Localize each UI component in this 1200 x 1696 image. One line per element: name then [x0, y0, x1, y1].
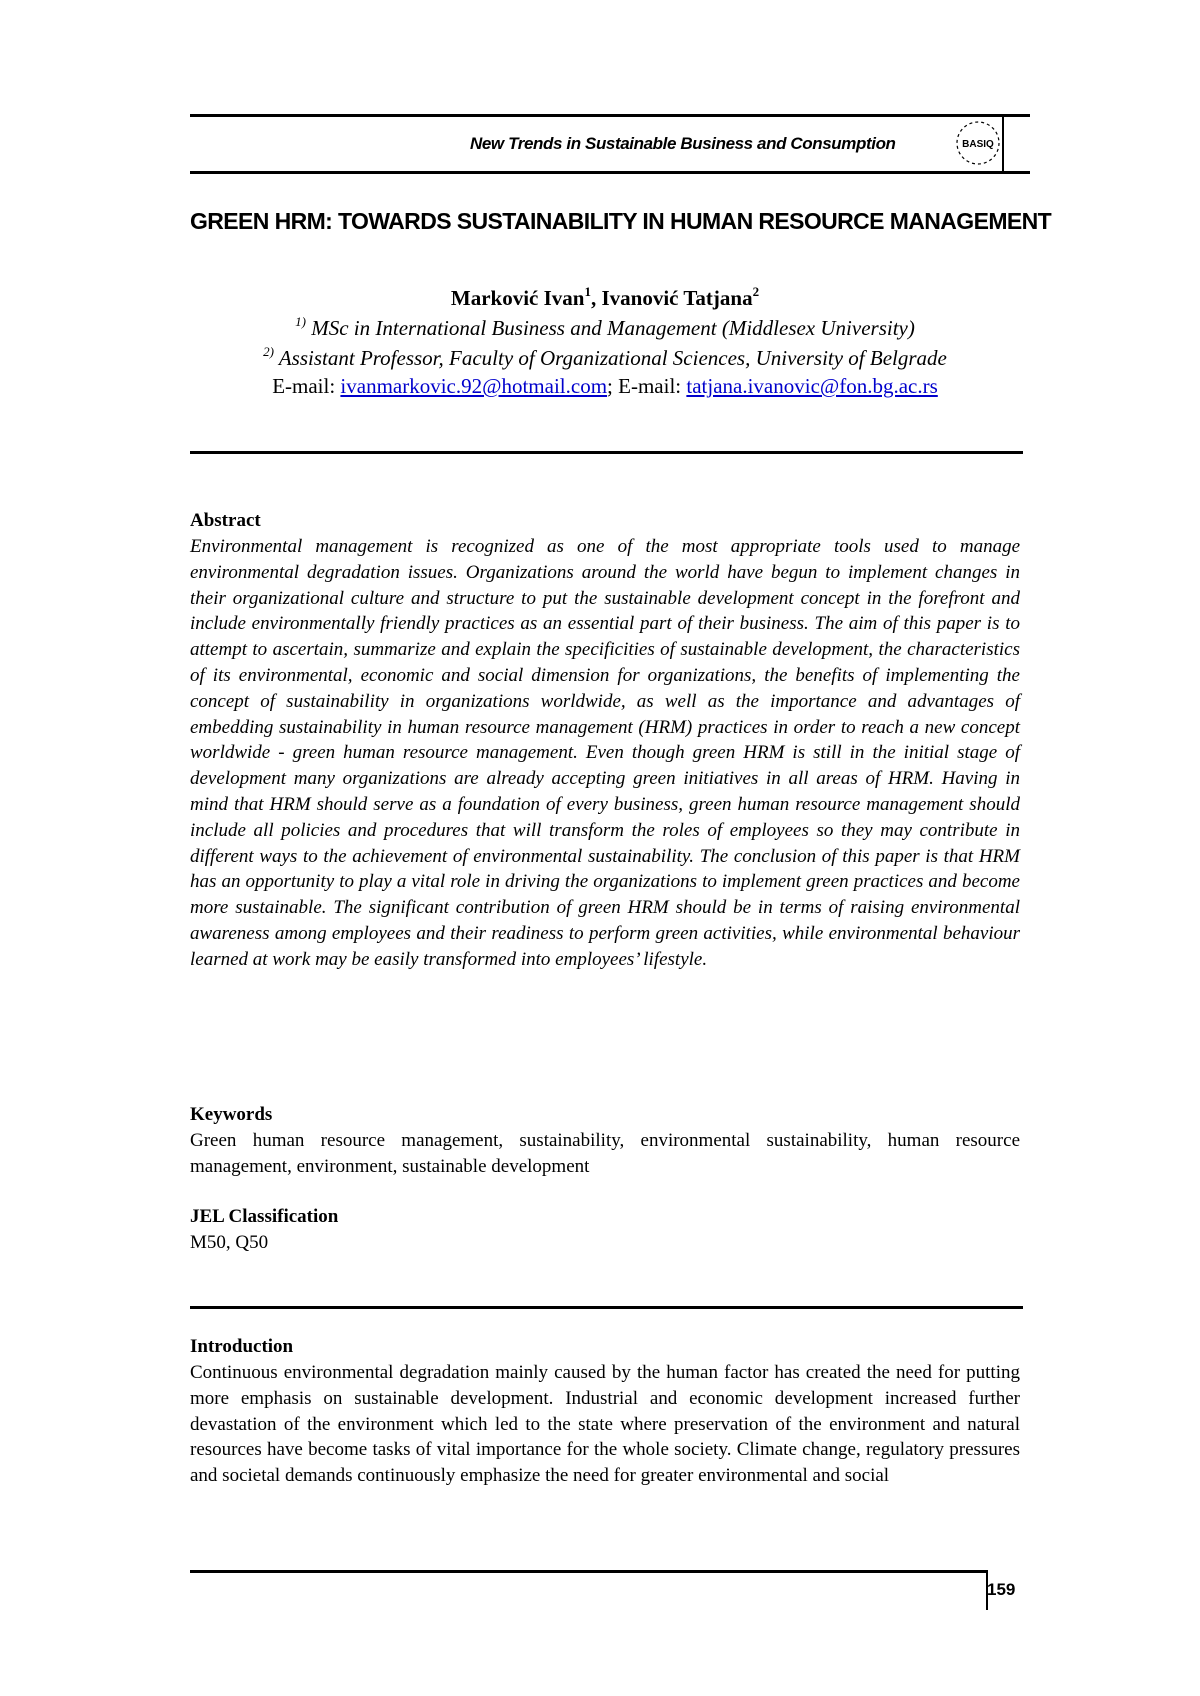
title-block-rule [190, 451, 1023, 454]
abstract-text: Environmental management is recognized as one of the most appropriate tools used to manage environmental degradation issues. Organizations around the world have begun to implement changes in their organizational culture and structure to put the sustainable development concept in the forefront and include environmentally friendly practices as an essential part of their business. The aim of this paper is to attempt to ascertain, summarize and explain the specificities of sustainable development, the characteristics of its environmental, economic and social dimension for organizations, the benefits of implementing the concept of sustainability in organizations worldwide, as well as the importance and advantages of embedding sustainability in human resource management (HRM) practices in order to reach a new concept worldwide - green human resource management. Even though green HRM is still in the initial stage of development many organizations are already accepting green initiatives in all areas of HRM. Having in mind that HRM should serve as a foundation of every business, green human resource management should include all policies and procedures that will transform the roles of employees so they may contribute in different ways to the achievement of environmental sustainability. The conclusion of this paper is that HRM has an opportunity to play a vital role in driving the organizations to implement green practices and become more sustainable. The significant contribution of green HRM should be in terms of raising environmental awareness among employees and their readiness to perform green activities, while environmental behaviour learned at work may be easily transformed into employees’ lifestyle. [190, 536, 1020, 970]
affiliation-1-text: MSc in International Business and Management (Middlesex University) [305, 316, 915, 340]
footer-rule [190, 1570, 988, 1573]
affiliation-2 [190, 346, 1020, 371]
affiliation-2-mark: 2) [263, 344, 274, 359]
introduction-text: Continuous environmental degradation mainly caused by the human factor has created the need for putting more emphasis on sustainable development. Industrial and economic development increased further devastation of the environment which led to the state where preservation of the environment and natural resources have become tasks of vital importance for the whole society. Climate change, regulatory pressures and societal demands continuously emphasize the need for greater environmental and social [190, 1362, 1020, 1487]
affiliation-2-text: Assistant Professor, Faculty of Organizational Sciences, University of Belgrade [273, 346, 947, 370]
author-line [190, 286, 1020, 311]
author-2-affiliation-mark: 2 [752, 284, 760, 299]
email-label-1: E-mail: [272, 374, 341, 398]
author-separator: , [590, 286, 602, 310]
jel-section [190, 1204, 1020, 1256]
basiq-logo [952, 118, 1006, 168]
email-separator: ; E-mail: [607, 374, 687, 398]
jel-heading: JEL Classification [190, 1206, 339, 1227]
introduction-section [190, 1334, 1020, 1489]
email-line [190, 374, 1020, 399]
abstract-section [190, 508, 1020, 973]
author-1-affiliation-mark: 1 [584, 284, 591, 299]
affiliation-1 [190, 316, 1020, 341]
abstract-heading: Abstract [190, 510, 261, 531]
affiliation-1-mark: 1) [295, 314, 306, 329]
header-top-rule [190, 114, 1030, 117]
keywords-block-rule [190, 1306, 1023, 1309]
jel-text: M50, Q50 [190, 1232, 269, 1253]
page-number: 159 [987, 1580, 1016, 1599]
keywords-text: Green human resource management, sustainability, environmental sustainability, human resource management, environment, sustainable development [190, 1130, 1020, 1177]
svg-text:BASIQ: BASIQ [962, 139, 994, 150]
author-2: Ivanović Tatjana [601, 286, 753, 310]
email-link-2[interactable]: tatjana.ivanovic@fon.bg.ac.rs [686, 374, 938, 398]
introduction-heading: Introduction [190, 1336, 294, 1357]
journal-title: New Trends in Sustainable Business and Consumption [470, 134, 896, 153]
paper-title: GREEN HRM: TOWARDS SUSTAINABILITY IN HUMAN RESOURCE MANAGEMENT [190, 208, 1052, 234]
email-link-1[interactable]: ivanmarkovic.92@hotmail.com [340, 374, 608, 398]
header-bottom-rule [190, 171, 1030, 174]
keywords-section [190, 1102, 1020, 1180]
author-1: Marković Ivan [450, 286, 585, 310]
keywords-heading: Keywords [190, 1104, 273, 1125]
